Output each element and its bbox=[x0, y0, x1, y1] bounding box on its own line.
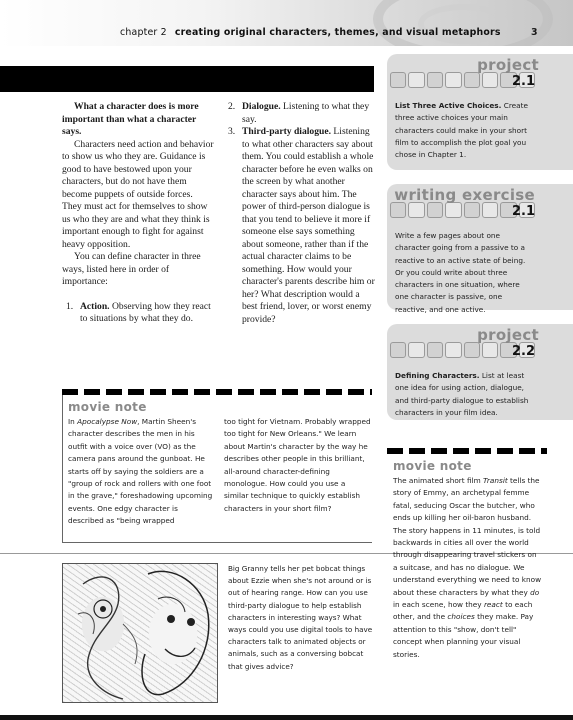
paragraph: You can define character in three ways, listed here in order of importance: bbox=[62, 251, 201, 287]
box-number: 2.1 bbox=[511, 74, 535, 89]
film-reel-graphic bbox=[418, 4, 508, 44]
lead-statement: What a character does is more important than what a character says. bbox=[62, 101, 199, 137]
chapter-label: chapter 2 bbox=[120, 27, 167, 38]
writing-exercise-box bbox=[387, 184, 573, 314]
filmstrip-rule bbox=[62, 389, 372, 395]
box-text: Defining Characters. List at least one idea for using action, dialogue, and third-party dialogue to establish characters in your film idea. bbox=[395, 371, 529, 417]
list-item: 3. Third-party dialogue. Listening to what other characters say about them. You could establish a whole character before he even walks on the screen by what another character says about him. The power of third-person dialogue is that you tend to believe it more if someone else says something about someone, rather than if the actual character claims to be something. How would your character's parents describe him or her? What description would a best friend, lover, or worst enemy provide? bbox=[228, 126, 375, 325]
box-label: project bbox=[477, 326, 539, 344]
illustration-caption: Big Granny tells her pet bobcat things about Ezzie when she's not around or is out of hearing range. How can you use third-party dialogue to help establish characters in interesting ways? What ways could you use digital tools to have characters talk to animated objects or animals, such as a conversing bobcat that gives advice? bbox=[228, 564, 373, 671]
numbered-list bbox=[62, 301, 214, 326]
footer-rule bbox=[0, 715, 573, 720]
box-label: writing exercise bbox=[394, 186, 535, 204]
running-head bbox=[120, 27, 501, 38]
box-text: List Three Active Choices. Create three active choices your main characters could make in your short film to accomplish the plot goal you chose in Chapter 1. bbox=[395, 101, 528, 160]
movie-note-label: movie note bbox=[393, 459, 472, 473]
body-column-2 bbox=[228, 101, 376, 326]
list-item: 2. Dialogue. Listening to what they say. bbox=[228, 101, 370, 125]
illustration-big-granny-bobcat bbox=[62, 563, 218, 703]
movie-note-text: too tight for Vietnam. Probably wrapped too tight for New Orleans." We learn about Martin's character by the way he describes other people in this brilliant, all-around character-defining monologue. How could you use a similar technique to quickly establish characters in your short film? bbox=[224, 417, 371, 513]
chapter-title: creating original characters, themes, and visual metaphors bbox=[174, 27, 501, 38]
page-header bbox=[0, 0, 573, 46]
box-text: Write a few pages about one character going from a passive to a reactive to an active state of being. Or you could write about three characters in one situation, where one character is passive, one reactive, and one active. bbox=[395, 231, 526, 314]
movie-note-label: movie note bbox=[68, 400, 147, 414]
filmstrip-rule bbox=[387, 448, 547, 454]
body-column-1 bbox=[62, 101, 214, 326]
box-number: 2.2 bbox=[511, 344, 535, 359]
section-bar bbox=[0, 66, 374, 92]
illustration-sketch bbox=[63, 564, 218, 703]
box-label: project bbox=[477, 56, 539, 74]
movie-note-text: The animated short film Transit tells the story of Emmy, an archetypal femme fatal, seducing Oscar the butcher, who ends up killing her oil-baron husband. The story happens in 11 minutes, is told backwards in cities all over the world through disappearing travel stickers on a suitcase, and has no dialogue. We understand everything we need to know about these characters by what they do in each scene, how they react to each other, and the choices they make. Pay attention to this "show, don't tell" concept when planning your visual stories. bbox=[393, 476, 542, 659]
paragraph: Characters need action and behavior to show us who they are. Guidance is good to have bestowed upon your characters, but do not have them become puppets of outside forces. They must act for themselves to show us who they are and what they think is important enough to fight for against heavy opposition. bbox=[62, 138, 214, 250]
numbered-list bbox=[228, 101, 376, 326]
movie-note-text: In Apocalypse Now, Martin Sheen's character describes the men in his outfit with a voice over (VO) as the camera pans around the gunboat. He starts off by saying the soldiers are a "group of rock and rollers with one foot in the grave," foreshadowing upcoming events. One edgy character is described as "being wrapped bbox=[68, 417, 213, 526]
page-number: 3 bbox=[531, 27, 538, 38]
project-box bbox=[387, 54, 573, 170]
list-item: 1. Action. Observing how they react to situations by what they do. bbox=[66, 300, 211, 324]
project-box bbox=[387, 324, 573, 420]
box-number: 2.1 bbox=[511, 204, 535, 219]
